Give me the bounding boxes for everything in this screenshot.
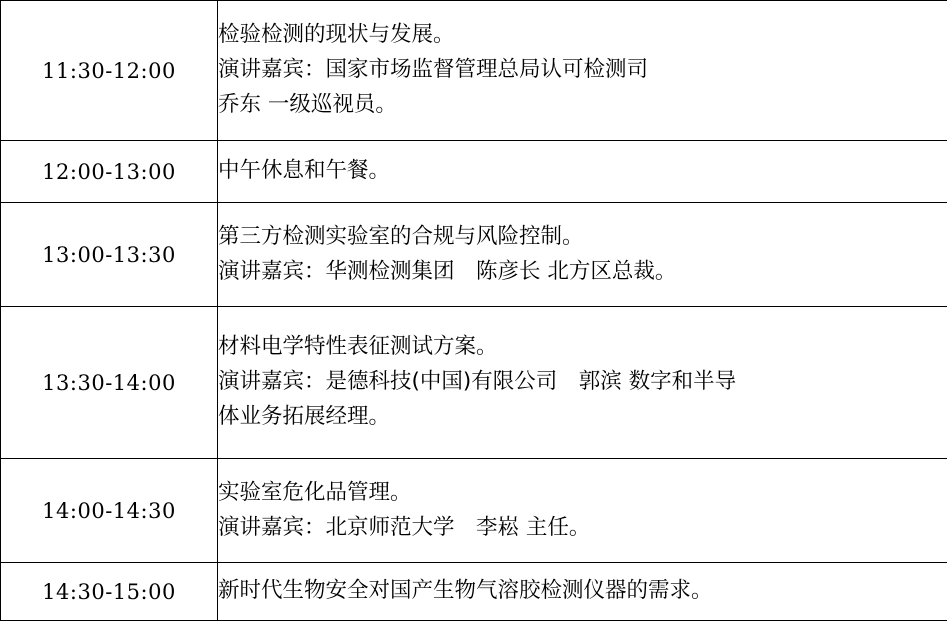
session-time-cell: 13:30-14:00 bbox=[1, 307, 218, 459]
session-time-cell: 11:30-12:00 bbox=[1, 1, 218, 141]
table-row bbox=[1, 141, 947, 203]
session-content-line: 材料电学特性表征测试方案。 bbox=[218, 334, 498, 360]
session-content-cell bbox=[218, 459, 947, 563]
table-row bbox=[1, 203, 947, 307]
session-content-line: 演讲嘉宾：北京师范大学 李崧 主任。 bbox=[218, 514, 591, 540]
table-row bbox=[1, 1, 947, 141]
session-content-line: 新时代生物安全对国产生物气溶胶检测仪器的需求。 bbox=[218, 578, 713, 604]
session-content-line: 演讲嘉宾：是德科技(中国)有限公司 郭滨 数字和半导 bbox=[218, 369, 737, 395]
session-time-cell: 12:00-13:00 bbox=[1, 141, 218, 203]
session-content-line: 演讲嘉宾：华测检测集团 陈彦长 北方区总裁。 bbox=[218, 258, 677, 284]
session-content-line: 乔东 一级巡视员。 bbox=[218, 91, 397, 117]
session-content-line: 演讲嘉宾：国家市场监督管理总局认可检测司 bbox=[218, 57, 649, 83]
session-content-line: 体业务拓展经理。 bbox=[218, 403, 391, 429]
session-content-cell bbox=[218, 307, 947, 459]
session-content-line: 实验室危化品管理。 bbox=[218, 479, 412, 505]
session-time-cell: 13:00-13:30 bbox=[1, 203, 218, 307]
session-content-cell bbox=[218, 563, 947, 621]
table-row bbox=[1, 307, 947, 459]
session-content-cell bbox=[218, 203, 947, 307]
session-time-cell: 14:30-15:00 bbox=[1, 563, 218, 621]
table-row bbox=[1, 459, 947, 563]
session-content-line: 中午休息和午餐。 bbox=[218, 158, 391, 184]
session-content-line: 检验检测的现状与发展。 bbox=[218, 22, 455, 48]
session-time-cell: 14:00-14:30 bbox=[1, 459, 218, 563]
session-content-line: 第三方检测实验室的合规与风险控制。 bbox=[218, 223, 584, 249]
table-row bbox=[1, 563, 947, 621]
schedule-body bbox=[1, 1, 947, 621]
session-content-cell bbox=[218, 141, 947, 203]
session-content-cell bbox=[218, 1, 947, 141]
